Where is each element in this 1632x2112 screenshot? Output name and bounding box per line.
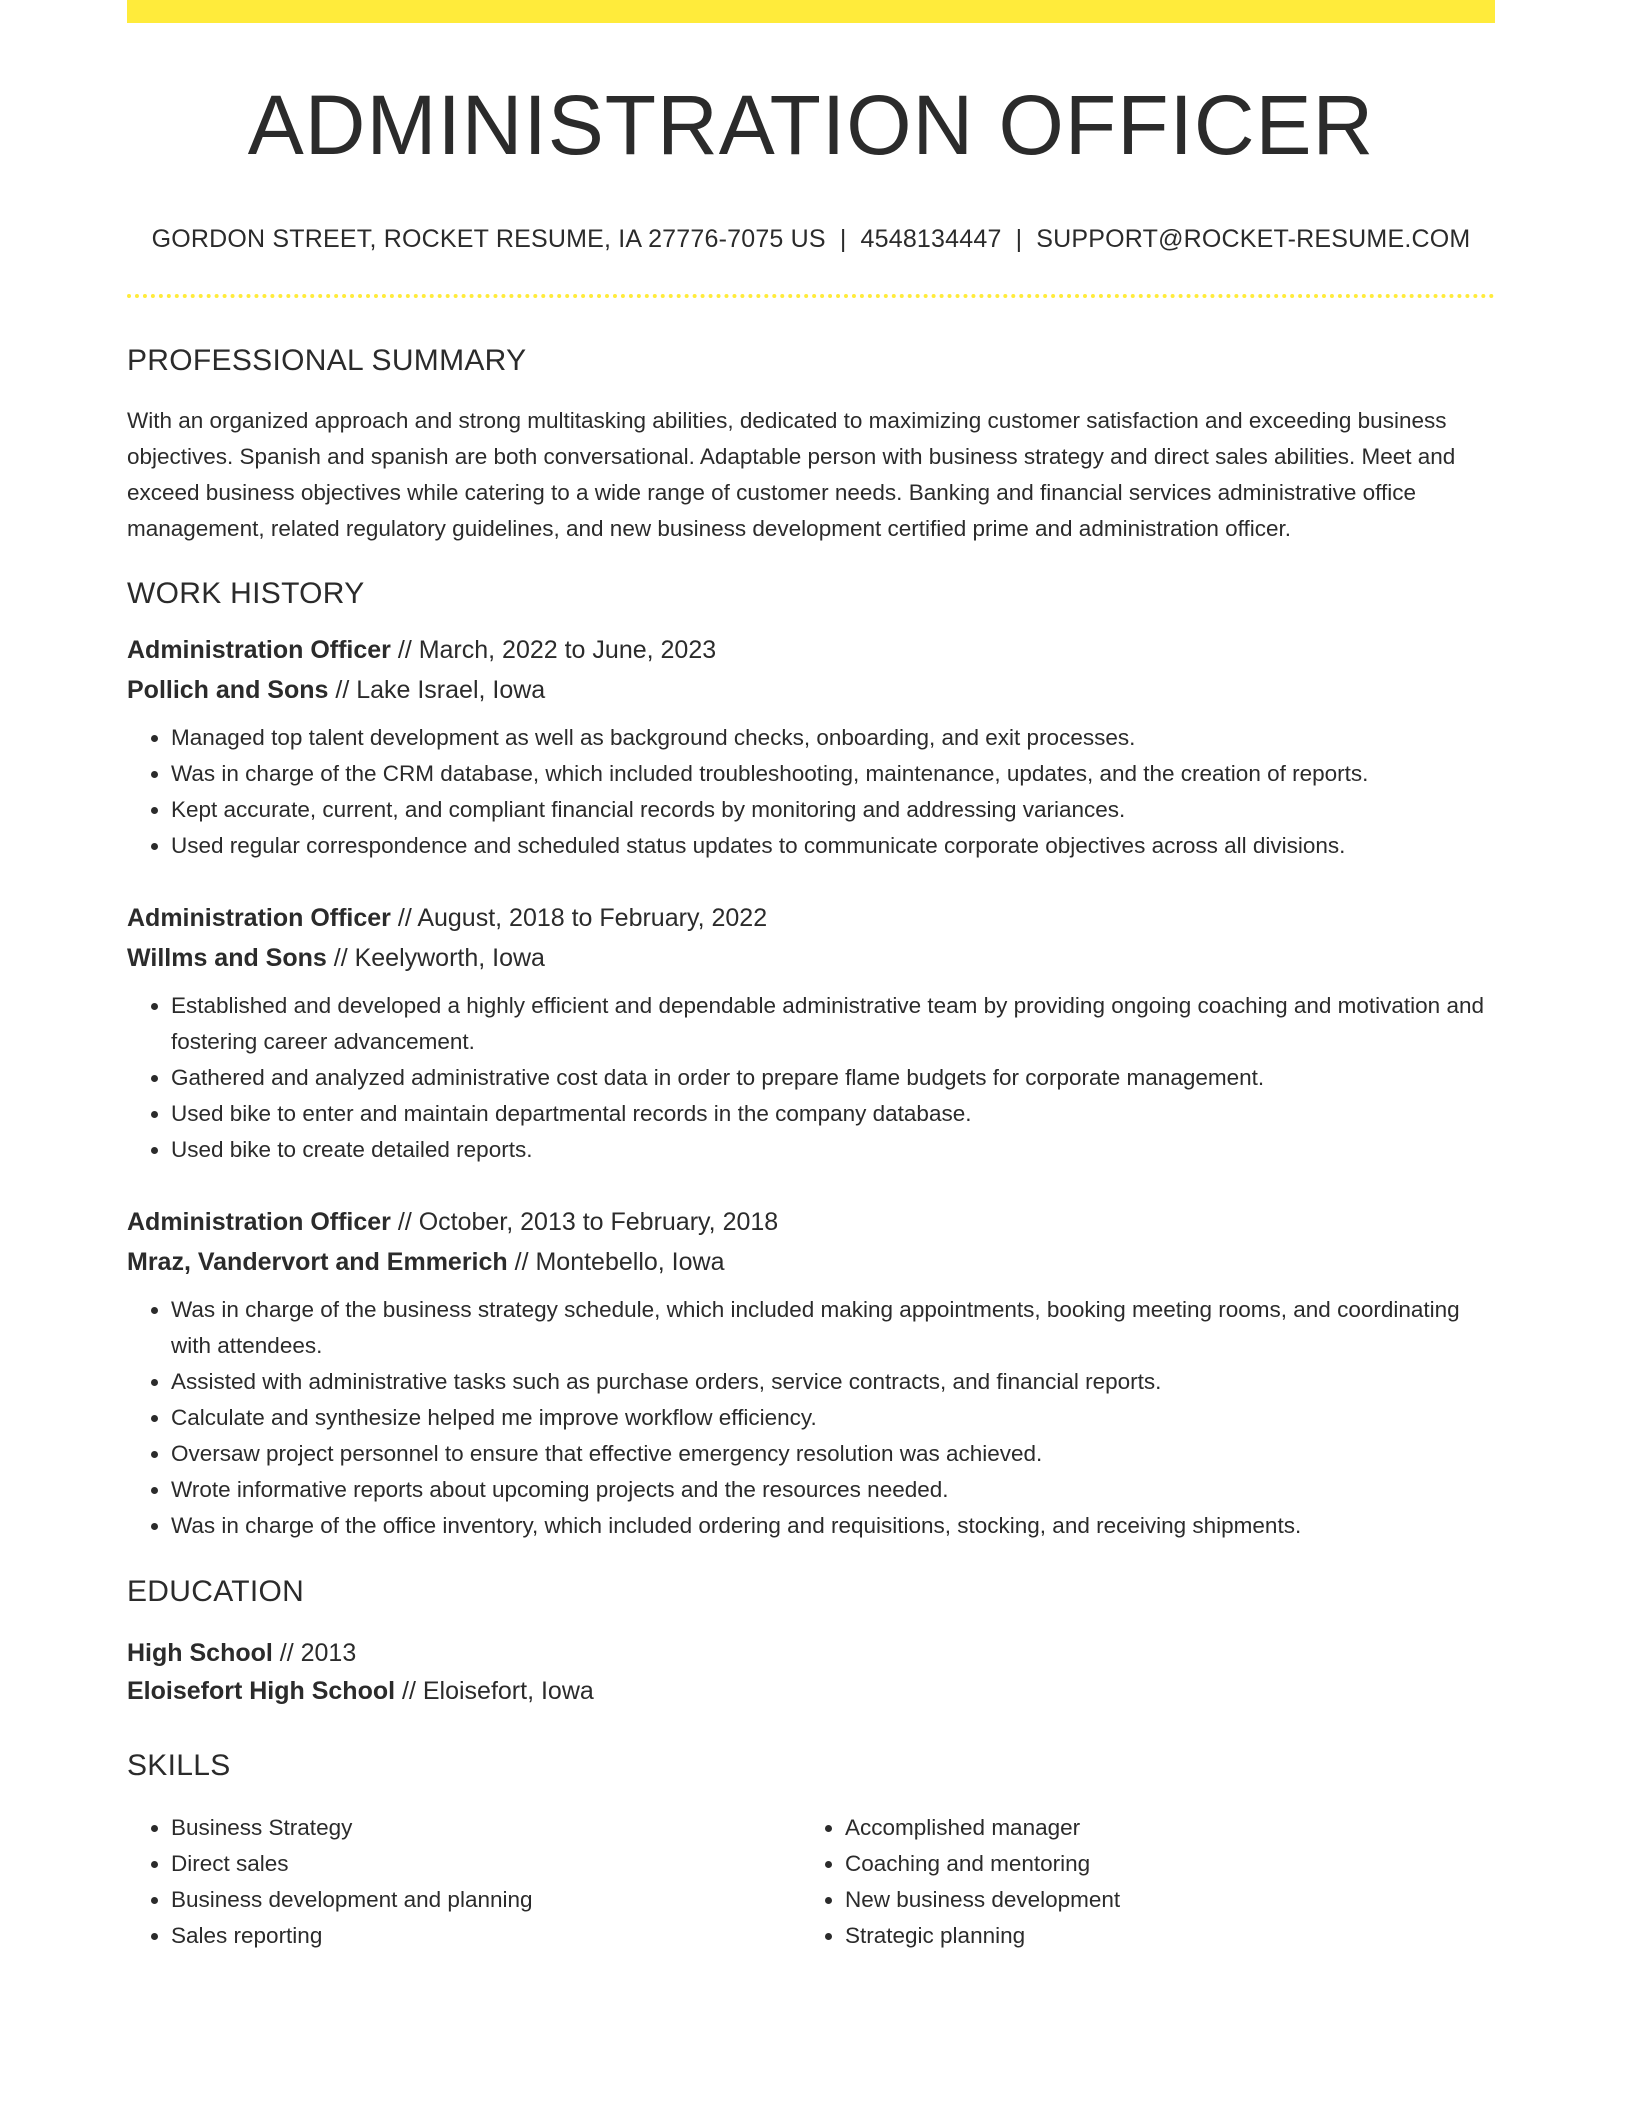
job-company-line <box>127 938 1495 978</box>
job-role-line <box>127 898 1495 938</box>
skills-heading: SKILLS <box>127 1749 231 1782</box>
education-location: // Eloisefort, Iowa <box>395 1677 594 1705</box>
job-dates: // March, 2022 to June, 2023 <box>390 636 717 664</box>
job-role: Administration Officer <box>127 904 391 932</box>
skill-item: • Sales reporting <box>171 1918 801 1954</box>
job-entry <box>127 630 1495 864</box>
skill-item: • Coaching and mentoring <box>845 1846 1475 1882</box>
job-company: Mraz, Vandervort and Emmerich <box>127 1248 508 1276</box>
job-company: Pollich and Sons <box>127 676 329 704</box>
education-school-line <box>127 1672 1495 1710</box>
address: GORDON STREET, ROCKET RESUME, IA 27776-7075 US <box>151 225 826 253</box>
skills-column-right <box>801 1810 1475 1954</box>
candidate-title: ADMINISTRATION OFFICER <box>247 78 1375 172</box>
education-degree-line <box>127 1634 1495 1672</box>
education-entry <box>127 1634 1495 1710</box>
job-bullets <box>127 720 1495 864</box>
job-location: // Montebello, Iowa <box>507 1248 725 1276</box>
contact-separator: | <box>1015 225 1023 253</box>
skills-grid <box>127 1810 1495 1954</box>
accent-top-bar <box>127 0 1495 23</box>
list-item: • Oversaw project personnel to ensure that effective emergency resolution was achieved. <box>171 1436 1495 1472</box>
skill-item: • New business development <box>845 1882 1475 1918</box>
list-item: • Used regular correspondence and scheduled status updates to communicate corporate objectives across all divisions. <box>171 828 1495 864</box>
job-role: Administration Officer <box>127 636 391 664</box>
list-item: • Was in charge of the business strategy schedule, which included making appointments, booking meeting rooms, and coordinating with attendees. <box>171 1292 1495 1364</box>
job-company: Willms and Sons <box>127 944 327 972</box>
job-role-line <box>127 1202 1495 1242</box>
job-role: Administration Officer <box>127 1208 391 1236</box>
list-item: • Wrote informative reports about upcoming projects and the resources needed. <box>171 1472 1495 1508</box>
list-item: • Was in charge of the CRM database, which included troubleshooting, maintenance, updates, and the creation of reports. <box>171 756 1495 792</box>
email: SUPPORT@ROCKET-RESUME.COM <box>1036 225 1471 253</box>
education-school: Eloisefort High School <box>127 1677 396 1705</box>
education-heading: EDUCATION <box>127 1575 305 1608</box>
skill-item: • Strategic planning <box>845 1918 1475 1954</box>
job-company-line <box>127 1242 1495 1282</box>
contact-line <box>127 224 1495 254</box>
list-item: • Calculate and synthesize helped me improve workflow efficiency. <box>171 1400 1495 1436</box>
job-company-line <box>127 670 1495 710</box>
skill-item: • Business Strategy <box>171 1810 801 1846</box>
skill-item: • Direct sales <box>171 1846 801 1882</box>
job-bullets <box>127 1292 1495 1544</box>
education-degree: High School <box>127 1639 273 1667</box>
skills-column-left <box>127 1810 801 1954</box>
skill-item: • Accomplished manager <box>845 1810 1475 1846</box>
job-bullets <box>127 988 1495 1168</box>
job-location: // Lake Israel, Iowa <box>328 676 546 704</box>
list-item: • Managed top talent development as well as background checks, onboarding, and exit processes. <box>171 720 1495 756</box>
summary-heading: PROFESSIONAL SUMMARY <box>127 344 527 377</box>
education-year: // 2013 <box>272 1639 357 1667</box>
list-item: • Was in charge of the office inventory, which included ordering and requisitions, stocking, and receiving shipments. <box>171 1508 1495 1544</box>
list-item: • Used bike to enter and maintain departmental records in the company database. <box>171 1096 1495 1132</box>
phone: 4548134447 <box>860 225 1002 253</box>
dotted-divider <box>127 294 1495 298</box>
list-item: • Assisted with administrative tasks such as purchase orders, service contracts, and financial reports. <box>171 1364 1495 1400</box>
resume-page <box>127 0 1495 1954</box>
job-dates: // October, 2013 to February, 2018 <box>390 1208 779 1236</box>
list-item: • Kept accurate, current, and compliant financial records by monitoring and addressing variances. <box>171 792 1495 828</box>
list-item: • Gathered and analyzed administrative cost data in order to prepare flame budgets for corporate management. <box>171 1060 1495 1096</box>
job-location: // Keelyworth, Iowa <box>326 944 545 972</box>
list-item: • Used bike to create detailed reports. <box>171 1132 1495 1168</box>
work-history-heading: WORK HISTORY <box>127 577 365 610</box>
list-item: • Established and developed a highly efficient and dependable administrative team by providing ongoing coaching and motivation and fostering career advancement. <box>171 988 1495 1060</box>
summary-text: With an organized approach and strong multitasking abilities, dedicated to maximizing customer satisfaction and exceeding business objectives. Spanish and spanish are both conversational. Adaptable person with business strategy and direct sales abilities. Meet and exceed business objectives while catering to a wide range of customer needs. Banking and financial services administrative office management, related regulatory guidelines, and new business development certified prime and administration officer. <box>127 408 1456 541</box>
job-role-line <box>127 630 1495 670</box>
contact-separator: | <box>839 225 847 253</box>
job-entry <box>127 1202 1495 1544</box>
skill-item: • Business development and planning <box>171 1882 801 1918</box>
job-entry <box>127 898 1495 1168</box>
job-dates: // August, 2018 to February, 2022 <box>390 904 768 932</box>
